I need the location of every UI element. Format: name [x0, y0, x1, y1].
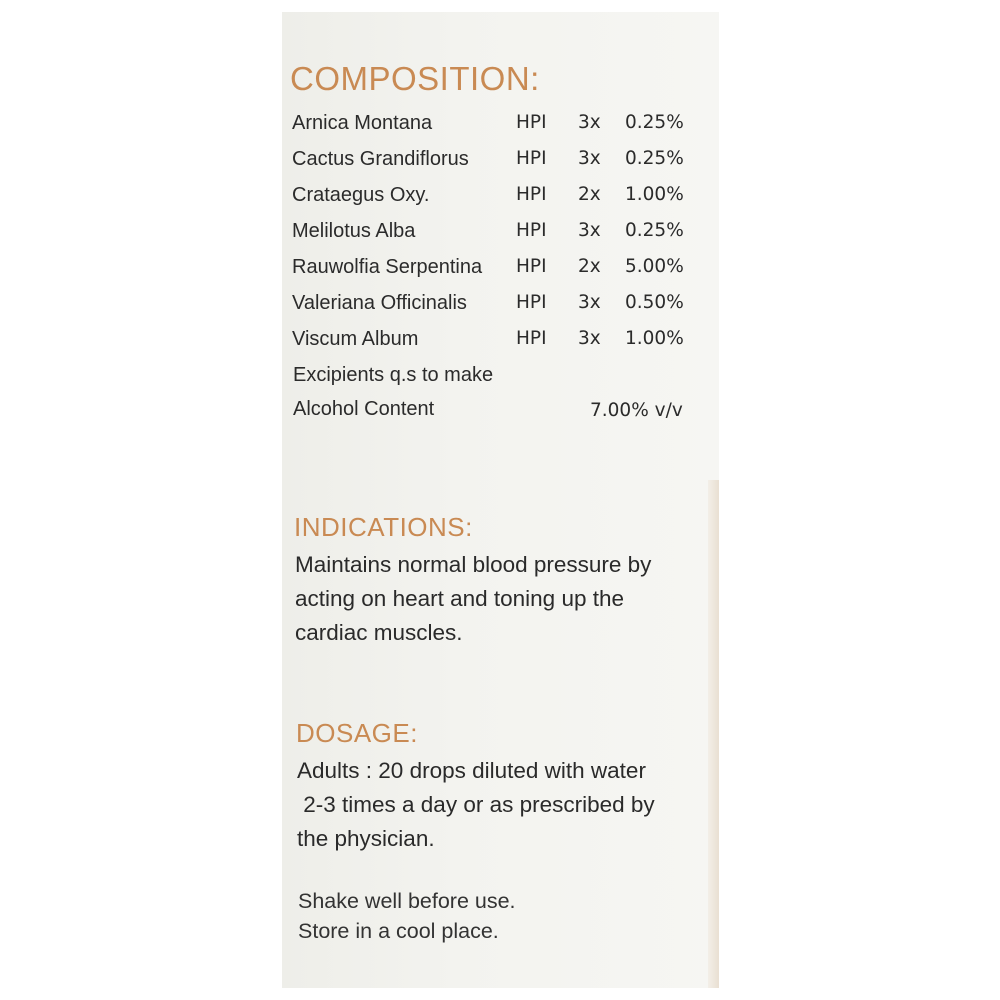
ingredient-type: HPI: [516, 112, 547, 133]
ingredient-percent: 0.25%: [625, 220, 684, 241]
storage-line: Store in a cool place.: [298, 919, 499, 943]
ingredient-percent: 1.00%: [625, 328, 684, 349]
ingredient-percent: 0.25%: [625, 148, 684, 169]
indications-heading: INDICATIONS:: [294, 512, 473, 542]
ingredient-name: Arnica Montana: [292, 112, 433, 134]
ingredient-name: Valeriana Officinalis: [292, 292, 467, 314]
ingredient-potency: 3x: [578, 292, 601, 313]
composition-heading: COMPOSITION:: [290, 60, 540, 97]
excipients-text: Excipients q.s to make: [293, 364, 494, 386]
composition-row: [292, 148, 692, 176]
ingredient-potency: 2x: [578, 184, 601, 205]
indications-line: cardiac muscles.: [295, 620, 463, 645]
ingredient-percent: 0.50%: [625, 292, 684, 313]
dosage-line: 2-3 times a day or as prescribed by: [297, 792, 655, 817]
alcohol-value: 7.00% v/v: [590, 400, 683, 421]
ingredient-potency: 2x: [578, 256, 601, 277]
ingredient-potency: 3x: [578, 328, 601, 349]
ingredient-name: Viscum Album: [292, 328, 419, 350]
ingredient-name: Cactus Grandiflorus: [292, 148, 469, 170]
indications-line: Maintains normal blood pressure by: [295, 552, 652, 577]
composition-row: [292, 328, 692, 356]
composition-row: [292, 256, 692, 284]
dosage-heading: DOSAGE:: [296, 718, 418, 748]
composition-row: [292, 184, 692, 212]
ingredient-percent: 1.00%: [625, 184, 684, 205]
dosage-line: Adults : 20 drops diluted with water: [297, 758, 646, 783]
ingredient-type: HPI: [516, 292, 547, 313]
indications-line: acting on heart and toning up the: [295, 586, 625, 611]
indications-text: [295, 548, 651, 650]
ingredient-type: HPI: [516, 256, 547, 277]
dosage-text: [297, 754, 655, 856]
ingredient-percent: 5.00%: [625, 256, 684, 277]
composition-row: [292, 292, 692, 320]
storage-text: [298, 886, 516, 946]
ingredient-potency: 3x: [578, 220, 601, 241]
ingredient-type: HPI: [516, 148, 547, 169]
ingredient-name: Crataegus Oxy.: [292, 184, 430, 206]
ingredient-name: Rauwolfia Serpentina: [292, 256, 483, 278]
alcohol-label: Alcohol Content: [293, 398, 435, 420]
ingredient-type: HPI: [516, 328, 547, 349]
ingredient-type: HPI: [516, 220, 547, 241]
panel-edge: [708, 480, 719, 988]
ingredient-name: Melilotus Alba: [292, 220, 416, 242]
ingredient-type: HPI: [516, 184, 547, 205]
ingredient-percent: 0.25%: [625, 112, 684, 133]
composition-row: [292, 112, 692, 140]
ingredient-potency: 3x: [578, 112, 601, 133]
dosage-line: the physician.: [297, 826, 435, 851]
storage-line: Shake well before use.: [298, 889, 516, 913]
ingredient-potency: 3x: [578, 148, 601, 169]
composition-row: [292, 220, 692, 248]
